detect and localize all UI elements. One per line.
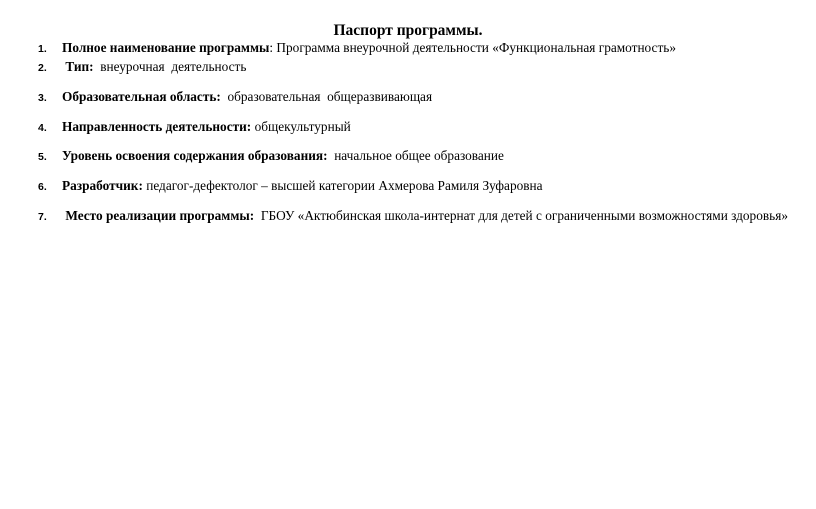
item-label: Образовательная область: bbox=[62, 89, 221, 104]
list-item bbox=[38, 59, 808, 76]
item-label: Полное наименование программы bbox=[62, 40, 270, 55]
item-value: внеурочная деятельность bbox=[100, 59, 247, 74]
item-number: 6. bbox=[38, 181, 47, 193]
list-item bbox=[38, 89, 808, 106]
list-item bbox=[38, 178, 808, 195]
item-label: Направленность деятельности: bbox=[62, 119, 252, 134]
item-number: 2. bbox=[38, 62, 47, 74]
item-separator bbox=[254, 208, 261, 223]
item-number: 1. bbox=[38, 43, 47, 55]
item-value: образовательная общеразвивающая bbox=[227, 89, 433, 104]
item-value: ГБОУ «Актюбинская школа-интернат для детей с ограниченными возможностями здоровья» bbox=[260, 208, 788, 223]
item-value: педагог-дефектолог – высшей категории Ахмерова Рамиля Зуфаровна bbox=[146, 178, 543, 193]
item-number: 3. bbox=[38, 92, 47, 104]
item-label: Тип: bbox=[62, 59, 94, 74]
list-item bbox=[38, 119, 808, 136]
document-title: Паспорт программы. bbox=[333, 22, 483, 39]
item-label: Уровень освоения содержания образования: bbox=[62, 148, 328, 163]
item-value: Программа внеурочной деятельности «Функциональная грамотность» bbox=[276, 40, 676, 55]
list-item bbox=[38, 208, 808, 225]
item-label: Место реализации программы: bbox=[62, 208, 255, 223]
item-number: 7. bbox=[38, 211, 47, 223]
list-item bbox=[38, 148, 808, 165]
item-separator: : bbox=[269, 40, 277, 55]
item-value: общекультурный bbox=[254, 119, 351, 134]
item-number: 4. bbox=[38, 122, 47, 134]
item-value: начальное общее образование bbox=[334, 148, 504, 163]
list-item bbox=[38, 40, 808, 57]
item-number: 5. bbox=[38, 151, 47, 163]
item-label: Разработчик: bbox=[62, 178, 143, 193]
